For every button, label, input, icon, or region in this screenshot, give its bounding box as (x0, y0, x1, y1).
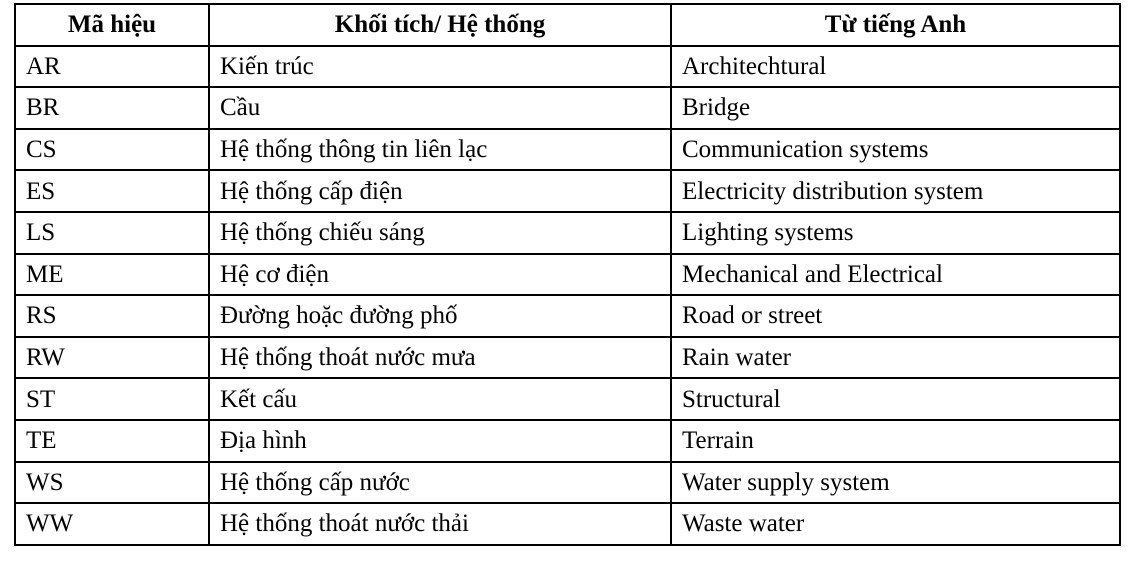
cell-system: Địa hình (209, 420, 671, 462)
header-system: Khối tích/ Hệ thống (209, 4, 671, 46)
cell-code: TE (15, 420, 209, 462)
table-row (15, 46, 1120, 88)
cell-code: ES (15, 170, 209, 212)
cell-code: ME (15, 254, 209, 296)
table-row (15, 129, 1120, 171)
cell-code: RW (15, 337, 209, 379)
cell-system: Hệ thống cấp nước (209, 462, 671, 504)
cell-code: WS (15, 462, 209, 504)
table-row (15, 295, 1120, 337)
cell-code: RS (15, 295, 209, 337)
cell-english: Structural (671, 378, 1120, 420)
cell-english: Lighting systems (671, 212, 1120, 254)
cell-system: Hệ thống cấp điện (209, 170, 671, 212)
cell-english: Road or street (671, 295, 1120, 337)
cell-code: LS (15, 212, 209, 254)
cell-code: ST (15, 378, 209, 420)
cell-english: Rain water (671, 337, 1120, 379)
table-row (15, 378, 1120, 420)
cell-system: Đường hoặc đường phố (209, 295, 671, 337)
cell-code: CS (15, 129, 209, 171)
header-row (15, 4, 1120, 46)
cell-code: AR (15, 46, 209, 88)
table-row (15, 337, 1120, 379)
cell-english: Waste water (671, 503, 1120, 545)
cell-system: Hệ thống thoát nước mưa (209, 337, 671, 379)
cell-system: Kết cấu (209, 378, 671, 420)
cell-system: Hệ thống chiếu sáng (209, 212, 671, 254)
cell-system: Hệ thống thoát nước thải (209, 503, 671, 545)
header-english: Từ tiếng Anh (671, 4, 1120, 46)
cell-english: Terrain (671, 420, 1120, 462)
header-code: Mã hiệu (15, 4, 209, 46)
code-table (14, 3, 1121, 546)
cell-system: Cầu (209, 87, 671, 129)
table-row (15, 254, 1120, 296)
cell-english: Architechtural (671, 46, 1120, 88)
cell-english: Communication systems (671, 129, 1120, 171)
table-row (15, 420, 1120, 462)
cell-english: Water supply system (671, 462, 1120, 504)
cell-code: WW (15, 503, 209, 545)
cell-english: Bridge (671, 87, 1120, 129)
table-row (15, 462, 1120, 504)
table-row (15, 503, 1120, 545)
cell-system: Kiến trúc (209, 46, 671, 88)
cell-english: Electricity distribution system (671, 170, 1120, 212)
cell-code: BR (15, 87, 209, 129)
table-row (15, 87, 1120, 129)
cell-system: Hệ thống thông tin liên lạc (209, 129, 671, 171)
table-row (15, 170, 1120, 212)
table-row (15, 212, 1120, 254)
cell-english: Mechanical and Electrical (671, 254, 1120, 296)
cell-system: Hệ cơ điện (209, 254, 671, 296)
